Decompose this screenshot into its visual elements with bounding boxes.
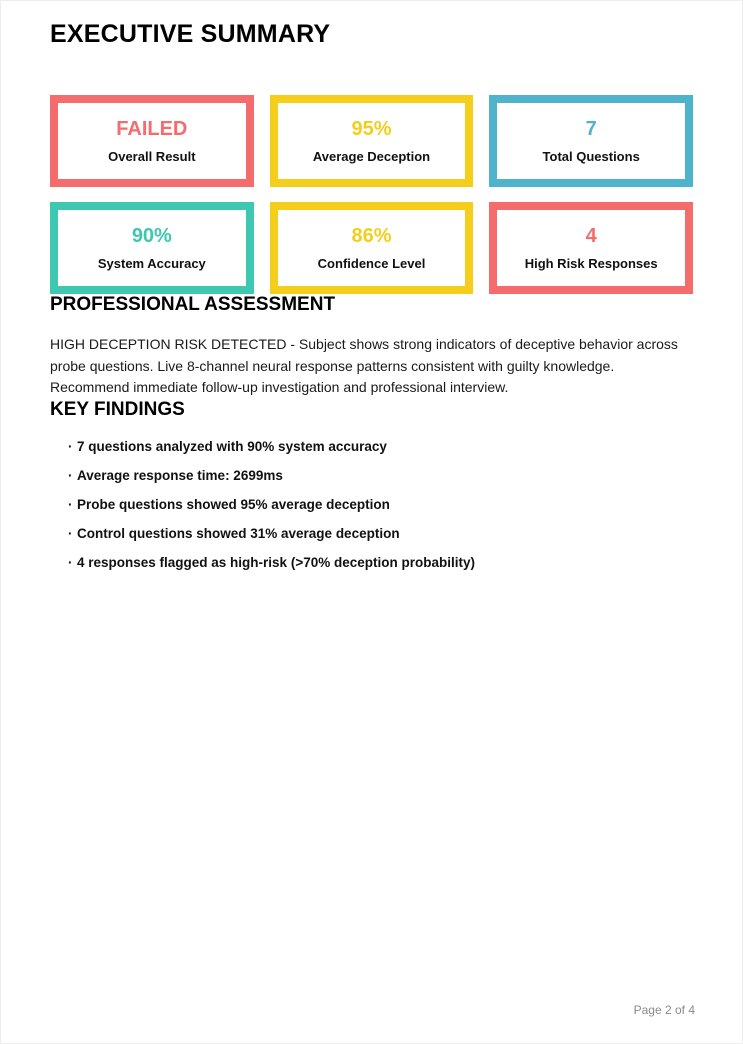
key-finding-text: Control questions showed 31% average deception: [77, 525, 400, 541]
key-finding-item: [68, 527, 693, 541]
summary-card-average-deception: [270, 95, 474, 187]
summary-cards-grid: [50, 95, 693, 294]
card-label: Confidence Level: [317, 256, 426, 271]
card-value: FAILED: [116, 118, 188, 140]
card-label: Overall Result: [108, 149, 196, 164]
key-finding-text: Average response time: 2699ms: [77, 467, 283, 483]
bullet-glyph: ·: [68, 438, 73, 454]
bullet-glyph: ·: [68, 496, 73, 512]
bullet-glyph: ·: [68, 467, 73, 483]
card-value: 4: [585, 225, 597, 247]
key-finding-item: [68, 498, 693, 512]
card-label: Average Deception: [312, 149, 431, 164]
key-finding-text: Probe questions showed 95% average deception: [77, 496, 390, 512]
card-value: 86%: [351, 225, 392, 247]
key-finding-text: 4 responses flagged as high-risk (>70% deception probability): [77, 554, 475, 570]
key-finding-item: [68, 440, 693, 454]
key-finding-item: [68, 469, 693, 483]
card-label: Total Questions: [542, 149, 640, 164]
key-findings-list: [50, 440, 693, 570]
card-value: 90%: [131, 225, 172, 247]
card-value: 95%: [351, 118, 392, 140]
summary-card-system-accuracy: [50, 202, 254, 294]
page-title: EXECUTIVE SUMMARY: [50, 20, 331, 48]
summary-card-total-questions: [489, 95, 693, 187]
summary-card-overall-result: [50, 95, 254, 187]
summary-card-high-risk-responses: [489, 202, 693, 294]
key-finding-text: 7 questions analyzed with 90% system accuracy: [77, 438, 387, 454]
assessment-heading: PROFESSIONAL ASSESSMENT: [50, 294, 336, 315]
assessment-body: HIGH DECEPTION RISK DETECTED - Subject shows strong indicators of deceptive behavior across probe questions. Live 8-channel neural response patterns consistent with guilty knowledge. Recommend immediate follow-up investigation and professional interview.: [50, 336, 678, 395]
key-findings-heading: KEY FINDINGS: [50, 398, 185, 420]
bullet-glyph: ·: [68, 554, 73, 570]
summary-card-confidence-level: [270, 202, 474, 294]
card-label: High Risk Responses: [524, 256, 658, 271]
card-value: 7: [585, 118, 597, 140]
key-finding-item: [68, 556, 693, 570]
page-number: Page 2 of 4: [633, 1003, 695, 1017]
bullet-glyph: ·: [68, 525, 73, 541]
card-label: System Accuracy: [97, 256, 206, 271]
